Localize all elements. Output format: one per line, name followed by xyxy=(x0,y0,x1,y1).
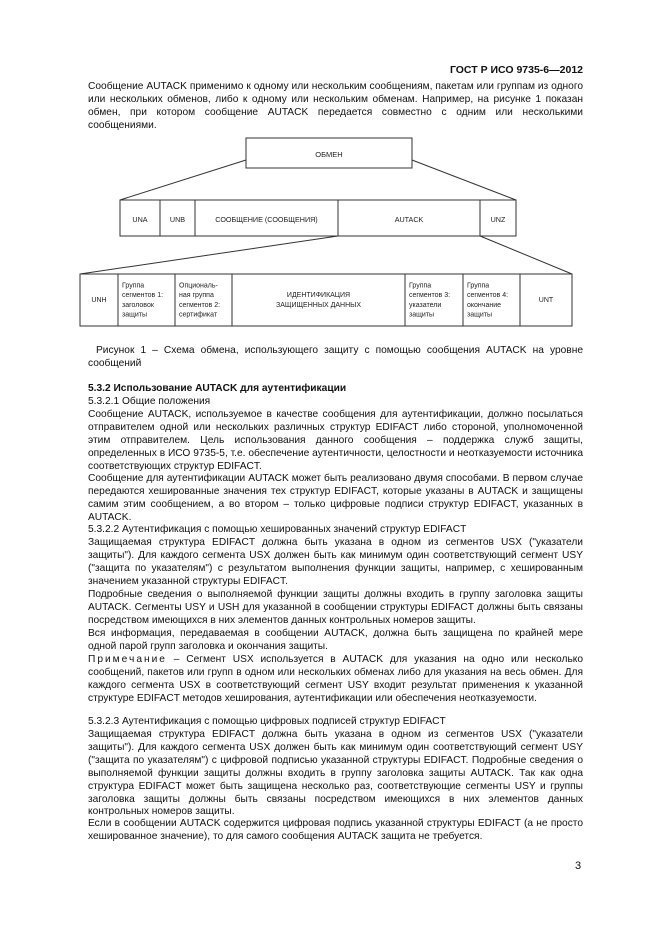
p4-text: Подробные сведения о выполняемой функции защиты должны входить в группу заголовка защиты AUTACK. Сегменты USY и USH для указанной в сообщении структуры EDIFACT должны быть связаны посредством имеющихся в них элементов данных контрольных номеров защиты. xyxy=(88,589,583,626)
paragraph-3 xyxy=(88,537,583,589)
low-box-label: сегментов 3: xyxy=(409,292,451,300)
caption-text: Рисунок 1 – Схема обмена, использующего защиту с помощью сообщения AUTACK на уровне сообщений xyxy=(88,345,583,369)
low-box-label: UNH xyxy=(91,297,107,304)
p1-text: Сообщение AUTACK, используемое в качестве сообщения для аутентификации, должно посылаться отправителем одной или нескольких различных структур EDIFACT либо стороной, уполномоченной этим отправителем. Цель использования данного сообщения – поддержка служб защиты, определенных в ИСО 9735-5, т.е. обеспечение аутентичности, целостности и неотказуемости источника соответствующих структур EDIFACT. xyxy=(88,409,583,472)
p2-text: Сообщение для аутентификации AUTACK может быть реализовано двумя способами. В первом случае передаются хешированные значения тех структур EDIFACT, которые указаны в AUTACK и защищены самим этим сообщением, а во втором – только цифровые подписи структур EDIFACT, указанных в AUTACK. xyxy=(88,473,583,523)
low-box-label: ИДЕНТИФИКАЦИЯ xyxy=(286,292,351,300)
intro-text: Сообщение AUTACK применимо к одному или нескольким сообщениям, пакетам или группам из одного или нескольких обменов, либо к одному или нескольким обменам. Например, на рисунке 1 показан обмен, при котором сообщение AUTACK передается совместно с одним или несколькими сообщениями. xyxy=(88,81,583,131)
note-text: – Сегмент USX используется в AUTACK для указания на одно или несколько сообщений, пакетов или групп в одном или нескольких обменах либо для указания на весь обмен. Для каждого сегмента USX в соответствующий сегмент USY входит результат применения к указанной структуре EDIFACT методов хеширования, аутентификации или обеспечения неотказуемости. xyxy=(88,654,583,704)
connector-left xyxy=(120,160,246,200)
low-box-label: заголовок xyxy=(122,301,154,309)
mid-box-label: AUTACK xyxy=(394,215,424,224)
subsection-title-5-3-2-3: 5.3.2.3 Аутентификация с помощью цифровых подписей структур EDIFACT xyxy=(88,716,446,727)
p6-text: Защищаемая структура EDIFACT должна быть указана в одном из сегментов USX ("указатели защиты"). Для каждого сегмента USX должен быть как минимум один соответствующий сегмент USY ("защита по указателям") с цифровой подписью указанной структуры EDIFACT. Подробные сведения о выполняемой функции защиты должны входить в группу заголовка защиты AUTACK. Так как одна структура EDIFACT может быть защищена несколько раз, соответствующие сегменты USY и группы заголовка защиты должны быть связаны посредством имеющихся в них элементов данных контрольных номеров защиты. xyxy=(88,729,583,818)
note-label: Примечание xyxy=(88,654,167,665)
section-title-5-3-2: 5.3.2 Использование AUTACK для аутентификации xyxy=(88,383,347,394)
mid-box-label: СООБЩЕНИЕ (СООБЩЕНИЯ) xyxy=(215,215,318,224)
low-box-label: окончание xyxy=(467,301,502,309)
mid-box-label: UNA xyxy=(132,215,148,224)
paragraph-5 xyxy=(88,628,583,654)
low-box-label: ная группа xyxy=(179,292,214,300)
low-box-label: сертификат xyxy=(179,311,218,319)
autack-connector-left xyxy=(80,236,338,274)
note-paragraph xyxy=(88,654,583,706)
p3-text: Защищаемая структура EDIFACT должна быть указана в одном из сегментов USX ("указатели защиты"). Для каждого сегмента USX должен быть как минимум один соответствующий сегмент USY ("защита по указателям") с результатом выполнения функции защиты, например, с хешированным значением указанной структуры EDIFACT. xyxy=(88,537,583,587)
low-box-label: защиты xyxy=(467,311,493,319)
low-box-label: Группа xyxy=(122,282,145,290)
figure-caption xyxy=(88,345,583,371)
intro-paragraph xyxy=(88,81,583,133)
low-row-frame xyxy=(80,274,572,326)
document-header: ГОСТ Р ИСО 9735-6—2012 xyxy=(449,64,583,76)
paragraph-7 xyxy=(88,818,583,844)
low-box-label: указатели xyxy=(409,301,442,309)
subsection-title-5-3-2-2: 5.3.2.2 Аутентификация с помощью хешированных значений структур EDIFACT xyxy=(88,524,467,535)
page-number: 3 xyxy=(575,860,582,872)
autack-connector-right xyxy=(480,236,572,274)
paragraph-4 xyxy=(88,589,583,628)
mid-box-label: UNB xyxy=(169,215,186,224)
low-box-label: сегментов 2: xyxy=(179,301,221,309)
low-box-label: Группа xyxy=(467,282,490,290)
low-box-label: Опциональ- xyxy=(179,282,218,290)
subsection-title-5-3-2-1: 5.3.2.1 Общие положения xyxy=(88,396,211,407)
p7-text: Если в сообщении AUTACK содержится цифровая подпись указанной структуры EDIFACT (а не просто хешированное значение), то для самого сообщения AUTACK защита не требуется. xyxy=(88,818,583,842)
low-box-label: Группа xyxy=(409,282,432,290)
mid-box-label: UNZ xyxy=(490,215,506,224)
paragraph-6 xyxy=(88,729,583,819)
p5-text: Вся информация, передаваемая в сообщении AUTACK, должна быть защищена по крайней мере одной парой групп заголовка и окончания защиты. xyxy=(88,628,583,652)
low-box-label: защиты xyxy=(409,311,435,319)
exchange-label: ОБМЕН xyxy=(315,150,343,159)
connector-right xyxy=(412,160,516,200)
low-box-label: сегментов 1: xyxy=(122,292,164,300)
low-box-label: сегментов 4: xyxy=(467,292,509,300)
low-box-label: UNT xyxy=(538,297,554,304)
low-box-label: ЗАЩИЩЕННЫХ ДАННЫХ xyxy=(275,301,362,309)
paragraph-1 xyxy=(88,409,583,474)
low-box-label: защиты xyxy=(122,311,148,319)
paragraph-2 xyxy=(88,473,583,525)
